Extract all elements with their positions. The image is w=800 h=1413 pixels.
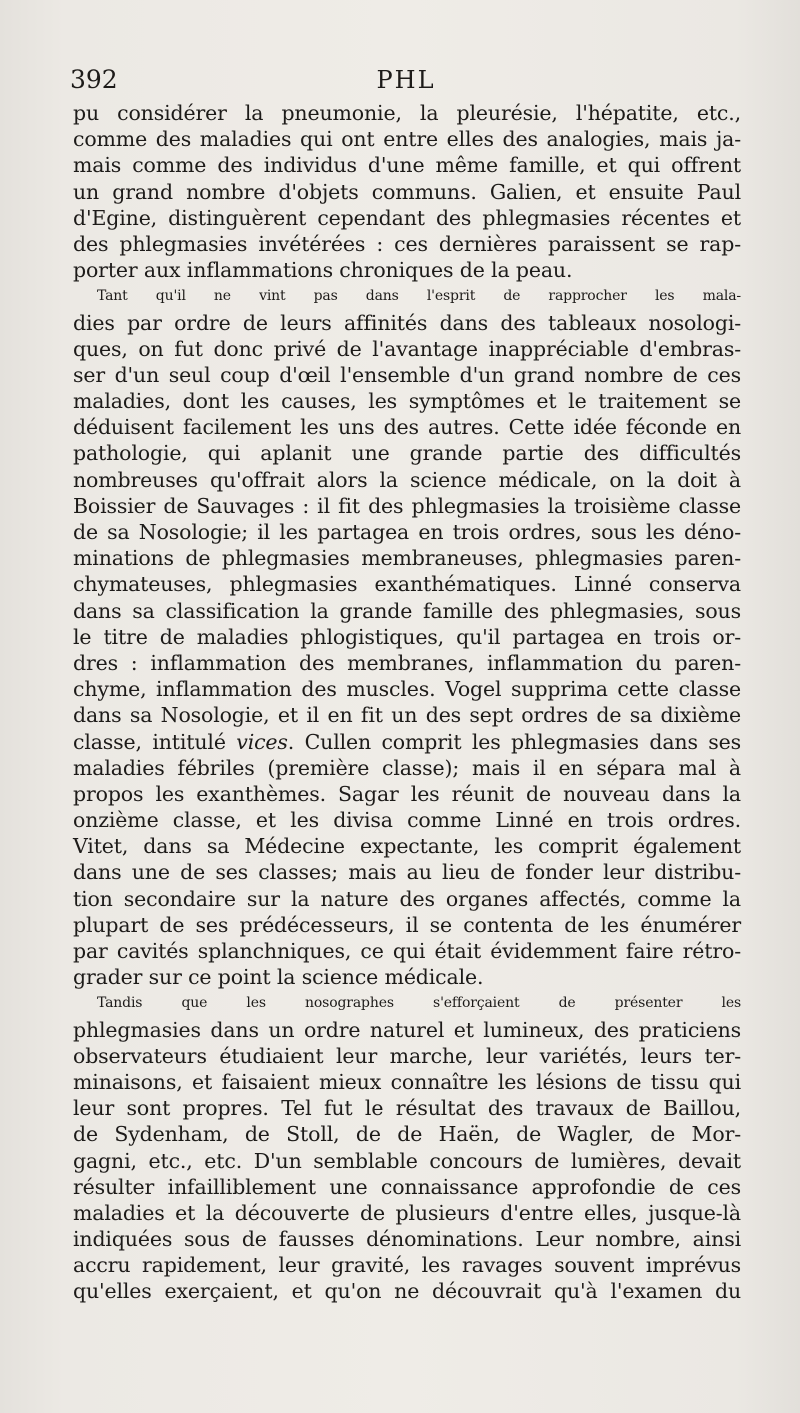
text-line: minations de phlegmasies membraneuses, phlegmasies paren- — [73, 546, 741, 571]
text-line: maladies, dont les causes, les symptômes et le traitement se — [73, 389, 741, 414]
text-line: dans sa Nosologie, et il en fit un des sept ordres de sa dixième — [73, 703, 741, 728]
text-line: grader sur ce point la science médicale. — [73, 965, 484, 990]
text-line: classe, intitulé vices. Cullen comprit les phlegmasies dans ses — [73, 729, 741, 754]
text-line: Tandis que les nosographes s'efforçaient de présenter les — [97, 995, 741, 1012]
text-line: comme des maladies qui ont entre elles des analogies, mais ja- — [73, 127, 741, 152]
text-line: dres : inflammation des membranes, inflammation du paren- — [73, 650, 741, 675]
text-line: pu considérer la pneumonie, la pleurésie, l'hépatite, etc., — [73, 101, 741, 125]
text-line: chymateuses, phlegmasies exanthématiques. Linné conserva — [73, 572, 741, 597]
text-line: le titre de maladies phlogistiques, qu'il partagea en trois or- — [73, 624, 741, 649]
paragraph — [73, 990, 741, 1304]
text-line: observateurs étudiaient leur marche, leur variétés, leurs ter- — [73, 1043, 741, 1068]
text-line: onzième classe, et les divisa comme Linné en trois ordres. — [73, 808, 741, 833]
paragraph — [73, 283, 741, 990]
running-head: PHL — [376, 66, 436, 94]
text-line: maladies et la découverte de plusieurs d'entre elles, jusque-là — [73, 1200, 741, 1225]
text-line: dans une de ses classes; mais au lieu de fonder leur distribu- — [73, 860, 741, 885]
text-line: d'Egine, distinguèrent cependant des phlegmasies récentes et — [73, 205, 741, 230]
page-number: 392 — [70, 65, 118, 94]
text-line: des phlegmasies invétérées : ces dernières paraissent se rap- — [73, 231, 741, 256]
text-line: nombreuses qu'offrait alors la science médicale, on la doit à — [73, 467, 741, 492]
text-line: plupart de ses prédécesseurs, il se contenta de les énumérer — [73, 912, 741, 937]
text-line: qu'elles exerçaient, et qu'on ne découvrait qu'à l'examen du — [73, 1279, 741, 1304]
paragraph — [73, 100, 741, 283]
body-text — [73, 100, 741, 1305]
text-line: leur sont propres. Tel fut le résultat des travaux de Baillou, — [73, 1096, 741, 1121]
text-line: accru rapidement, leur gravité, les ravages souvent imprévus — [73, 1253, 741, 1278]
text-line: déduisent facilement les uns des autres. Cette idée féconde en — [73, 415, 741, 440]
page-header — [70, 62, 742, 98]
text-line: maladies fébriles (première classe); mais il en sépara mal à — [73, 755, 741, 780]
text-line: mais comme des individus d'une même famille, et qui offrent — [73, 153, 741, 178]
text-line: dans sa classification la grande famille des phlegmasies, sous — [73, 598, 741, 623]
text-line: par cavités splanchniques, ce qui était évidemment faire rétro- — [73, 939, 741, 963]
italic-term: vices — [236, 729, 288, 754]
text-line: de Sydenham, de Stoll, de de Haën, de Wagler, de Mor- — [73, 1122, 741, 1147]
text-line: chyme, inflammation des muscles. Vogel supprima cette classe — [73, 677, 741, 702]
text-line: dies par ordre de leurs affinités dans des tableaux nosologi- — [73, 310, 741, 335]
text-line: un grand nombre d'objets communs. Galien, et ensuite Paul — [73, 179, 741, 204]
text-line: gagni, etc., etc. D'un semblable concours de lumières, devait — [73, 1148, 741, 1173]
text-line: Boissier de Sauvages : il fit des phlegmasies la troisième classe — [73, 493, 741, 518]
text-line: phlegmasies dans un ordre naturel et lumineux, des praticiens — [73, 1017, 741, 1042]
text-line: pathologie, qui aplanit une grande partie des difficultés — [73, 441, 741, 466]
text-line: ser d'un seul coup d'œil l'ensemble d'un grand nombre de ces — [73, 362, 741, 387]
text-line: Vitet, dans sa Médecine expectante, les comprit également — [73, 834, 741, 859]
text-line: minaisons, et faisaient mieux connaître les lésions de tissu qui — [73, 1069, 741, 1094]
text-line: résulter infailliblement une connaissance approfondie de ces — [73, 1174, 741, 1199]
text-line: tion secondaire sur la nature des organes affectés, comme la — [73, 886, 741, 911]
text-line: Tant qu'il ne vint pas dans l'esprit de rapprocher les mala- — [97, 288, 741, 305]
text-line: de sa Nosologie; il les partagea en trois ordres, sous les déno- — [73, 520, 741, 544]
text-line: ques, on fut donc privé de l'avantage inappréciable d'embras- — [73, 336, 741, 361]
text-line: porter aux inflammations chroniques de la peau. — [73, 258, 573, 283]
text-line: propos les exanthèmes. Sagar les réunit de nouveau dans la — [73, 781, 741, 806]
text-line: indiquées sous de fausses dénominations. Leur nombre, ainsi — [73, 1227, 741, 1252]
